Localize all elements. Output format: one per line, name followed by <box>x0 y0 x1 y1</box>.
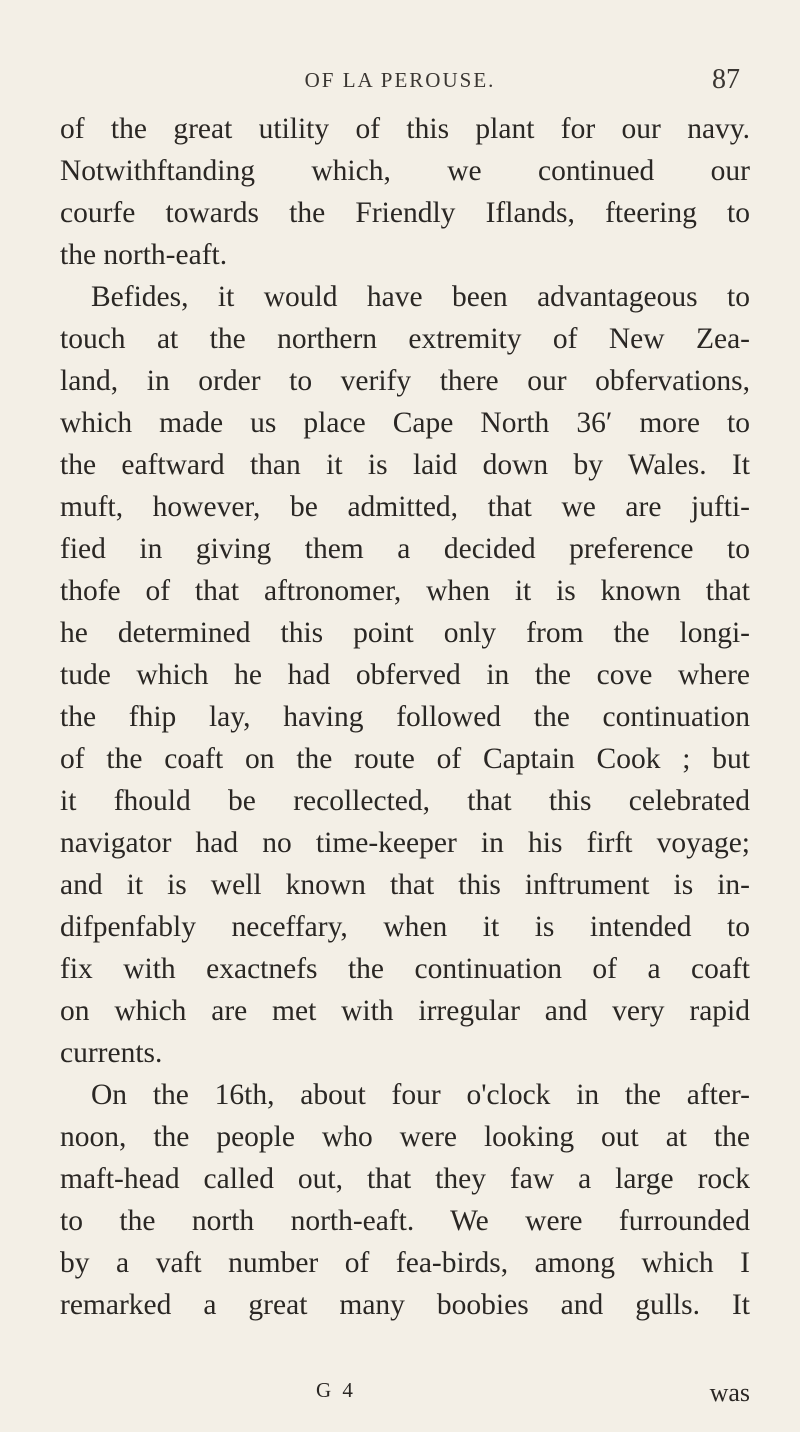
text-line: the eaftward than it is laid down by Wales. It <box>60 449 750 481</box>
text-line: he determined this point only from the longi- <box>60 617 750 649</box>
catchword: was <box>709 1378 750 1407</box>
text-line: currents. <box>60 1037 163 1069</box>
page-header <box>60 64 740 108</box>
running-head: OF LA PEROUSE. <box>304 68 496 92</box>
text-line: touch at the northern extremity of New Zea- <box>60 323 750 355</box>
text-line: fix with exactnefs the continuation of a coaft <box>60 953 750 985</box>
text-line: Notwithftanding which, we continued our <box>60 155 750 187</box>
text-line: thofe of that aftronomer, when it is known that <box>60 575 750 607</box>
text-line: muft, however, be admitted, that we are jufti- <box>60 491 750 523</box>
text-line: tude which he had obferved in the cove where <box>60 659 750 691</box>
text-line: of the great utility of this plant for our navy. <box>60 113 750 145</box>
text-line: noon, the people who were looking out at the <box>60 1121 750 1153</box>
page-footer <box>60 1378 750 1418</box>
paragraph-start-line: Befides, it would have been advantageous to <box>91 281 750 313</box>
text-line: which made us place Cape North 36′ more to <box>60 407 750 439</box>
text-line: remarked a great many boobies and gulls. It <box>60 1289 750 1321</box>
text-line: courfe towards the Friendly Iflands, fteering to <box>60 197 750 229</box>
text-line: to the north north-eaft. We were furrounded <box>60 1205 750 1237</box>
text-line: on which are met with irregular and very rapid <box>60 995 750 1027</box>
text-line: and it is well known that this inftrument is in- <box>60 869 750 901</box>
text-line: maft-head called out, that they faw a large rock <box>60 1163 750 1195</box>
text-line: of the coaft on the route of Captain Cook ; but <box>60 743 750 775</box>
page-number: 87 <box>712 64 740 95</box>
text-line: land, in order to verify there our obfervations, <box>60 365 750 397</box>
paragraph-start-line: On the 16th, about four o'clock in the after- <box>91 1079 750 1111</box>
text-line: the north-eaft. <box>60 239 228 271</box>
text-line: by a vaft number of fea-birds, among which I <box>60 1247 750 1279</box>
text-line: the fhip lay, having followed the continuation <box>60 701 750 733</box>
text-line: difpenfably neceffary, when it is intended to <box>60 911 750 943</box>
text-line: it fhould be recollected, that this celebrated <box>60 785 750 817</box>
signature-mark: G 4 <box>316 1378 356 1402</box>
text-line: fied in giving them a decided preference to <box>60 533 750 565</box>
body-text <box>60 108 750 1326</box>
text-line: navigator had no time-keeper in his firft voyage; <box>60 827 750 859</box>
